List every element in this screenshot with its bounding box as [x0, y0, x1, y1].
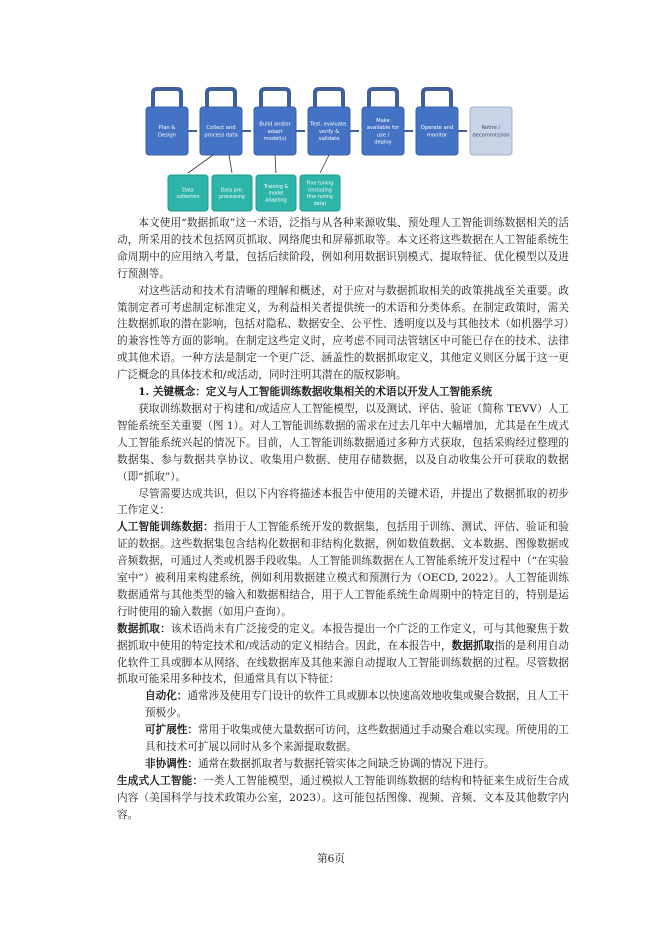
- lifecycle-stage-label: Retire /: [481, 125, 501, 132]
- lifecycle-stage-label: Make: [376, 118, 390, 125]
- feature-text: 通常在数据抓取者与数据托管实体之间缺乏协调的情况下进行。: [197, 758, 495, 770]
- paragraph-policy: 对这些活动和技术有清晰的理解和概述，对于应对与数据抓取相关的政策挑战至关重要。政策制定者可考虑制定标准定义，为利益相关者提供统一的术语和分类体系。在制定政策时，需关注数据抓取的潜在影响，包括对隐私、数据安全、公平性、透明度以及与其他技术（如机器学习）的兼容性等方面的影响。在制定这些定义时，应考虑不同司法管辖区中可能已存在的技术、法律或其他术语。一种方法是制定一个更广泛、涵盖性的数据抓取定义，其他定义则区分属于这一更广泛概念的具体技术和/或活动，同时注明其潜在的版权影响。: [117, 284, 569, 382]
- sub-stage-label: data): [313, 201, 327, 207]
- lifecycle-stage-label: Operate and: [420, 125, 454, 132]
- lifecycle-stage-label: use /: [376, 132, 390, 139]
- feature-term: 自动化：: [145, 690, 188, 703]
- sub-connector: [275, 155, 276, 173]
- lifecycle-stage-label: Collect and: [206, 125, 236, 132]
- lifecycle-stage-label: available for: [366, 125, 400, 132]
- lifecycle-stage-label: verify &: [318, 128, 340, 135]
- sub-stage-label: model: [268, 191, 284, 197]
- lifecycle-stage-label: Plan &: [158, 125, 176, 132]
- term-data-scraping: 数据抓取：: [117, 622, 171, 635]
- sub-stage-label: fine tuning: [307, 195, 333, 201]
- definition-generative-ai: [117, 773, 569, 824]
- feature-text: 通常涉及使用专门设计的软件工具或脚本以快速高效地收集或聚合数据，且人工干预极少。: [145, 690, 570, 720]
- page-number: 第6页: [317, 853, 345, 865]
- feedback-arrow: [261, 89, 289, 107]
- section-heading-key-concepts: 1. 关键概念：定义与人工智能训练数据收集相关的术语以开发人工智能系统: [138, 386, 492, 399]
- term-inline: 数据抓取: [451, 639, 495, 652]
- lifecycle-stage-label: process data: [204, 132, 238, 139]
- feedback-arrow: [207, 89, 235, 107]
- feature-term: 非协调性：: [145, 758, 198, 770]
- term-ai-training-data: 人工智能训练数据：: [117, 521, 214, 534]
- body-text: [117, 215, 569, 824]
- feature-text: 常用于收集或使大量数据可访问，这些数据通过手动聚合难以实现。所使用的工具和技术可扩展以同时从多个来源提取数据。: [145, 724, 570, 754]
- lifecycle-stage-label: model(s): [263, 136, 287, 143]
- ai-lifecycle-diagram: [130, 85, 530, 215]
- paragraph-training-data-need: 获取训练数据对于构建和/或适应人工智能模型，以及测试、评估、验证（简称 TEVV）人工智能系统至关重要（图 1）。对人工智能训练数据的需求在过去几年中大幅增加，尤其是在生成式人工智能系统兴起的情况下。目前，人工智能训练数据通过多种方式获取，包括采购经过整理的数据集、参与数据共享协议、收集用户数据、使用存储数据，以及自动收集公开可获取的数据（即“抓取”）。: [117, 402, 569, 483]
- sub-stage-label: (including: [308, 188, 332, 194]
- sub-stage-label: Data pre-: [220, 188, 244, 194]
- lifecycle-stage-label: deploy: [374, 139, 392, 146]
- feature-uncoordinated: [117, 756, 569, 773]
- feedback-arrow: [153, 89, 181, 107]
- definition-text: 指用于人工智能系统开发的数据集，包括用于训练、测试、评估、验证和验证的数据。这些数据集包含结构化数据和非结构化数据，例如数值数据、文本数据、图像数据或音频数据，可通过人类或机器手段收集。人工智能训练数据在人工智能系统开发过程中（“在实验室中”）被利用来构建系统，例如利用数据建立模式和预测行为（OECD, 2022）。人工智能训练数据通常与其他类型的输入和数据相结合，用于人工智能系统生命周期中的特定目的，特别是运行时使用的输入数据（如用户查询）。: [117, 521, 570, 618]
- feature-scalability: [117, 722, 569, 756]
- definition-text: 该术语尚未有广泛接受的定义。本报告提出一个广泛的工作定义，可与其他聚焦于数据抓取中使用的特定技术和/或活动的定义相结合。因此，在本报告中，: [117, 622, 570, 652]
- feedback-arrow: [315, 89, 343, 107]
- term-generative-ai: 生成式人工智能：: [117, 774, 204, 787]
- sub-stage-label: adapting: [265, 198, 287, 204]
- sub-connector: [229, 155, 232, 173]
- lifecycle-stage-label: Design: [158, 132, 176, 139]
- paragraph-terms-intro: 尽管需要达成共识，但以下内容将描述本报告中使用的关键术语，并提出了数据抓取的初步工作定义：: [117, 487, 569, 517]
- sub-stage-label: collection: [176, 195, 200, 201]
- feature-automation: [117, 688, 569, 722]
- sub-stage-label: Fine tuning: [306, 181, 334, 187]
- definition-ai-training-data: [117, 519, 569, 620]
- feedback-arrow: [423, 89, 451, 107]
- sub-connector: [188, 155, 213, 173]
- sub-stage-label: processing: [219, 195, 245, 201]
- feedback-arrow: [369, 89, 397, 107]
- sub-connector: [320, 155, 329, 173]
- lifecycle-stage-label: Test, evaluate,: [310, 121, 348, 128]
- paragraph-scraping-usage: 本文使用“数据抓取”这一术语，泛指与从各种来源收集、预处理人工智能训练数据相关的活动，所采用的技术包括网页抓取、网络爬虫和屏幕抓取等。本文还将这些数据在人工智能系统生命周期中的应用纳入考量，包括后续阶段，例如利用数据识别模式、提取特征、优化模型以及进行预测等。: [117, 217, 569, 280]
- lifecycle-stage-label: decommission: [472, 132, 510, 139]
- sub-stage-label: Training &: [263, 184, 289, 190]
- definition-data-scraping: [117, 621, 569, 689]
- feature-term: 可扩展性：: [145, 724, 199, 737]
- lifecycle-stage-label: monitor: [426, 132, 448, 139]
- lifecycle-stage-label: adapt: [267, 128, 283, 135]
- definition-text: 指的是利用自动化软件工具或脚本从网络、在线数据库及其他来源自动提取人工智能训练数据的过程。尽管数据抓取可能采用多种技术，但通常具有以下特征：: [117, 639, 570, 686]
- definition-text: 一类人工智能模型，通过模拟人工智能训练数据的结构和特征来生成衍生合成内容（美国科学与技术政策办公室，2023）。这可能包括图像、视频、音频、文本及其他数字内容。: [117, 774, 570, 821]
- lifecycle-stage-label: Build and/or: [259, 121, 291, 128]
- sub-stage-label: Data: [182, 188, 194, 194]
- lifecycle-stage-label: validate: [318, 136, 340, 143]
